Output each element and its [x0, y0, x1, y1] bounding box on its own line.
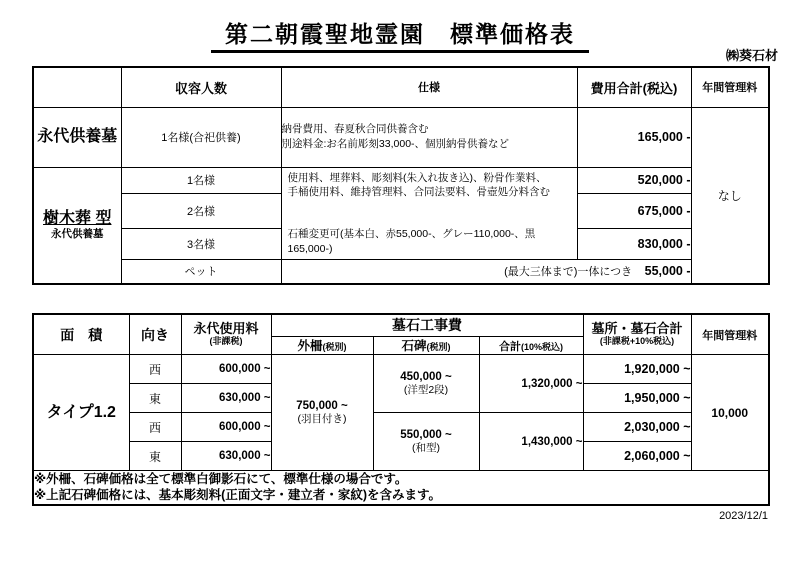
table1-header-spec: 仕様	[281, 67, 577, 107]
page-title: 第二朝霞聖地霊園 標準価格表	[211, 16, 589, 53]
table2-header-sekihi	[373, 336, 479, 355]
company-name: ㈱葵石材	[725, 48, 778, 63]
table1-corner-cell	[33, 67, 121, 107]
row4-direction: 東	[129, 442, 181, 471]
jumokuso-capacity-1: 1名様	[121, 167, 281, 194]
subtotal-wagata: 1,430,000 ~	[479, 413, 583, 471]
row3-direction: 西	[129, 413, 181, 442]
table2-header-fee-main: 永代使用料	[193, 321, 259, 337]
eitai-spec-line2: 別途料金:お名前彫刻33,000-、個別納骨供養など	[281, 138, 510, 150]
page-header	[0, 0, 800, 66]
gaisaku-note: (羽目付き)	[297, 413, 347, 426]
table1-row-eitai	[33, 107, 769, 167]
jumokuso-capacity-3: 3名様	[121, 228, 281, 259]
table2-header-sekihi-main: 石碑	[401, 338, 427, 353]
eitai-type-label: 永代供養墓	[33, 107, 121, 167]
type12-label: タイプ1.2	[33, 355, 129, 471]
sekihi-price-wagata: 550,000 ~	[400, 428, 452, 441]
title-wrap	[0, 0, 800, 53]
table2-header-sekihi-sub: (税別)	[426, 341, 451, 352]
jumokuso-price-2: 675,000 -	[577, 194, 691, 229]
note-line-1: ※外柵、石碑価格は全て標準白御影石にて、標準仕様の場合です。	[34, 472, 408, 487]
table1-header-cost: 費用合計(税込)	[577, 67, 691, 107]
table2-header-annual: 年間管理料	[691, 314, 769, 355]
row2-grand-total: 1,950,000 ~	[583, 384, 691, 413]
notes-cell	[33, 471, 769, 505]
table2-header-area: 面 積	[33, 314, 129, 355]
note-line-2: ※上記石碑価格には、基本彫刻料(正面文字・建立者・家紋)を含みます。	[34, 488, 441, 503]
table1-annual-value: なし	[691, 107, 769, 284]
table2-data-row-1	[33, 355, 769, 384]
document-date: 2023/12/1	[719, 509, 768, 522]
table1-header-annual: 年間管理料	[691, 67, 769, 107]
eitai-price: 165,000 -	[577, 107, 691, 167]
table2-header-gaisaku	[271, 336, 373, 355]
pet-price: 55,000 -	[644, 264, 691, 279]
eitai-spec	[281, 107, 577, 167]
jumokuso-spec-top-line2: 手桶使用料、維持管理料、合同法要料、骨壺処分料含む	[287, 186, 550, 199]
table2-header-grand-main: 墓所・墓石合計	[591, 321, 683, 337]
jumokuso-spec-top-line1: 使用料、埋葬料、彫刻料(朱入れ抜き込)、粉骨作業料、	[287, 171, 547, 184]
price-table-type12	[32, 313, 770, 506]
tables-gap	[0, 285, 800, 313]
row4-grand-total: 2,060,000 ~	[583, 442, 691, 471]
jumokuso-type-sub: 永代供養墓	[51, 227, 104, 240]
row1-fee: 600,000 ~	[181, 355, 271, 384]
pet-note: (最大三体まで)一体につき	[504, 266, 633, 279]
row4-fee: 630,000 ~	[181, 442, 271, 471]
table2-header-fee	[181, 314, 271, 355]
table2-data-row-3	[33, 413, 769, 442]
jumokuso-spec	[281, 167, 577, 259]
jumokuso-spec-inner	[282, 168, 577, 259]
row2-fee: 630,000 ~	[181, 384, 271, 413]
price-table-eitai	[32, 66, 770, 285]
sekihi-price-yougata: 450,000 ~	[400, 370, 452, 383]
table2-header-gokei-sub: (10%税込)	[520, 341, 563, 352]
eitai-spec-line1: 納骨費用、春夏秋合同供養含む	[281, 123, 429, 136]
sekihi-note-yougata: (洋型2段)	[403, 384, 449, 397]
table2-header-grand	[583, 314, 691, 355]
eitai-capacity: 1名様(合祀供養)	[121, 107, 281, 167]
table1-header-capacity: 収容人数	[121, 67, 281, 107]
row1-grand-total: 1,920,000 ~	[583, 355, 691, 384]
table2-header-fee-sub: (非課税)	[209, 335, 243, 346]
row3-grand-total: 2,030,000 ~	[583, 413, 691, 442]
table1-row-pet	[33, 259, 769, 284]
gaisaku-cell	[271, 355, 373, 471]
jumokuso-type-main: 樹木葬 型	[43, 210, 112, 228]
table2-notes-row	[33, 471, 769, 505]
table2-header-gokei	[479, 336, 583, 355]
row3-fee: 600,000 ~	[181, 413, 271, 442]
pet-price-cell	[281, 259, 691, 284]
sekihi-note-wagata: (和型)	[412, 442, 440, 455]
jumokuso-price-1: 520,000 -	[577, 167, 691, 194]
jumokuso-price-3: 830,000 -	[577, 228, 691, 259]
sekihi-cell-wagata	[373, 413, 479, 471]
table2-header-gokei-main: 合計	[498, 340, 521, 353]
table2-header-grand-sub: (非課税+10%税込)	[599, 335, 675, 346]
jumokuso-spec-top	[288, 171, 571, 200]
table1-header-row	[33, 67, 769, 107]
gaisaku-price: 750,000 ~	[296, 399, 348, 412]
jumokuso-spec-bottom: 石種変更可(基本白、赤55,000-、グレー110,000-、黒165,000-)	[287, 228, 536, 255]
table2-header-row-1	[33, 314, 769, 336]
table2-header-direction: 向き	[129, 314, 181, 355]
table1-row-jumokuso-1	[33, 167, 769, 194]
subtotal-yougata: 1,320,000 ~	[479, 355, 583, 413]
row2-direction: 東	[129, 384, 181, 413]
row1-direction: 西	[129, 355, 181, 384]
table2-header-works: 墓石工事費	[271, 314, 583, 336]
pet-capacity: ペット	[121, 259, 281, 284]
table2-header-gaisaku-sub: (税別)	[322, 341, 347, 352]
table2-header-gaisaku-main: 外柵	[297, 338, 323, 353]
table2-annual-value: 10,000	[691, 355, 769, 471]
jumokuso-type-label	[33, 167, 121, 284]
sekihi-cell-yougata	[373, 355, 479, 413]
jumokuso-capacity-2: 2名様	[121, 194, 281, 229]
